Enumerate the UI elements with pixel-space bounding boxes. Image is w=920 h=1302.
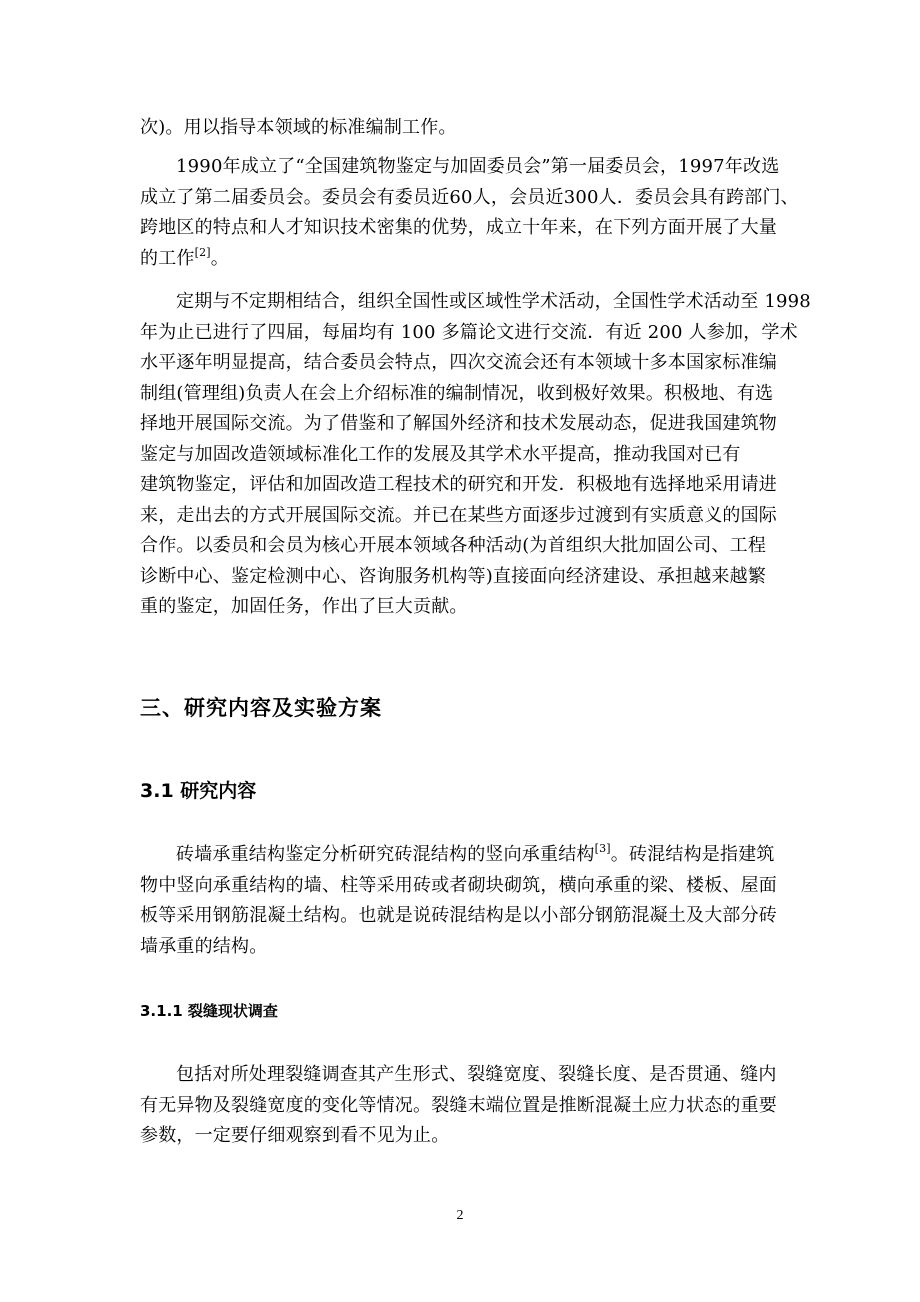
text-line: 水平逐年明显提高，结合委员会特点，四次交流会还有本领域十多本国家标准编 bbox=[140, 352, 777, 373]
text-line: 合作。以委员和会员为核心开展本领域各种活动(为首组织大批加固公司、工程 bbox=[140, 535, 767, 556]
text-line: 诊断中心、鉴定检测中心、咨询服务机构等)直接面向经济建设、承担越来越繁 bbox=[140, 565, 767, 587]
paragraph-crack-survey bbox=[140, 1060, 785, 1152]
text-line: 建筑物鉴定，评估和加固改造工程技术的研究和开发．积极地有选择地采用请进 bbox=[140, 474, 777, 495]
text-segment: 。砖混结构是指建筑 bbox=[610, 844, 775, 865]
text-line: 物中竖向承重结构的墙、柱等采用砖或者砌块砌筑，横向承重的梁、楼板、屋面 bbox=[140, 874, 777, 896]
citation-reference: [2] bbox=[194, 245, 211, 259]
text-line: 参数，一定要仔细观察到看不见为止。 bbox=[140, 1125, 450, 1146]
text-line: 定期与不定期相结合，组织全国性或区域性学术活动，全国性学术活动至 1998 bbox=[176, 291, 811, 312]
text-segment: 。 bbox=[210, 247, 229, 269]
text-line: 来，走出去的方式开展国际交流。并已在某些方面逐步过渡到有实质意义的国际 bbox=[140, 504, 777, 526]
text-line: 有无异物及裂缝宽度的变化等情况。裂缝末端位置是推断混凝土应力状态的重要 bbox=[140, 1094, 777, 1116]
text-segment: 的工作 bbox=[140, 247, 195, 269]
paragraph-academic-activities bbox=[140, 287, 811, 623]
citation-reference: [3] bbox=[594, 842, 611, 855]
paragraph-brick-structure bbox=[140, 840, 785, 962]
text-line: 鉴定与加固改造领域标准化工作的发展及其学术水平提高，推动我国对已有 bbox=[140, 443, 741, 465]
text-line: 板等采用钢筋混凝土结构。也就是说砖混结构是以小部分钢筋混凝土及大部分砖 bbox=[140, 905, 777, 926]
text-line: 1990年成立了“全国建筑物鉴定与加固委员会”第一届委员会，1997年改选 bbox=[176, 156, 780, 177]
page-number: 2 bbox=[456, 1208, 464, 1223]
text-line bbox=[140, 840, 785, 871]
text-line bbox=[140, 244, 785, 275]
subsubsection-heading: 3.1.1 裂缝现状调查 bbox=[140, 1002, 278, 1020]
text-line: 跨地区的特点和人才知识技术密集的优势，成立十年来，在下列方面开展了大量 bbox=[140, 217, 777, 238]
text-line: 包括对所处理裂缝调查其产生形式、裂缝宽度、裂缝长度、是否贯通、缝内 bbox=[176, 1064, 777, 1085]
paragraph-committee-history bbox=[140, 152, 799, 274]
text-line: 次)。用以指导本领域的标准编制工作。 bbox=[140, 117, 457, 138]
text-line: 重的鉴定，加固任务，作出了巨大贡献。 bbox=[140, 596, 468, 617]
section-heading: 三、研究内容及实验方案 bbox=[140, 696, 382, 720]
text-line: 年为止已进行了四届，每届均有 100 多篇论文进行交流．有近 200 人参加，学术 bbox=[140, 321, 798, 343]
text-line: 择地开展国际交流。为了借鉴和了解国外经济和技术发展动态，促进我国建筑物 bbox=[140, 413, 777, 434]
text-line: 墙承重的结构。 bbox=[140, 935, 268, 957]
subsection-heading: 3.1 研究内容 bbox=[140, 780, 257, 802]
text-line: 制组(管理组)负责人在会上介绍标准的编制情况，收到极好效果。积极地、有选 bbox=[140, 382, 774, 404]
text-segment: 砖墙承重结构鉴定分析研究砖混结构的竖向承重结构 bbox=[176, 844, 595, 865]
paragraph-continuation bbox=[140, 113, 785, 144]
text-line: 成立了第二届委员会。委员会有委员近60人，会员近300人．委员会具有跨部门、 bbox=[140, 186, 799, 208]
